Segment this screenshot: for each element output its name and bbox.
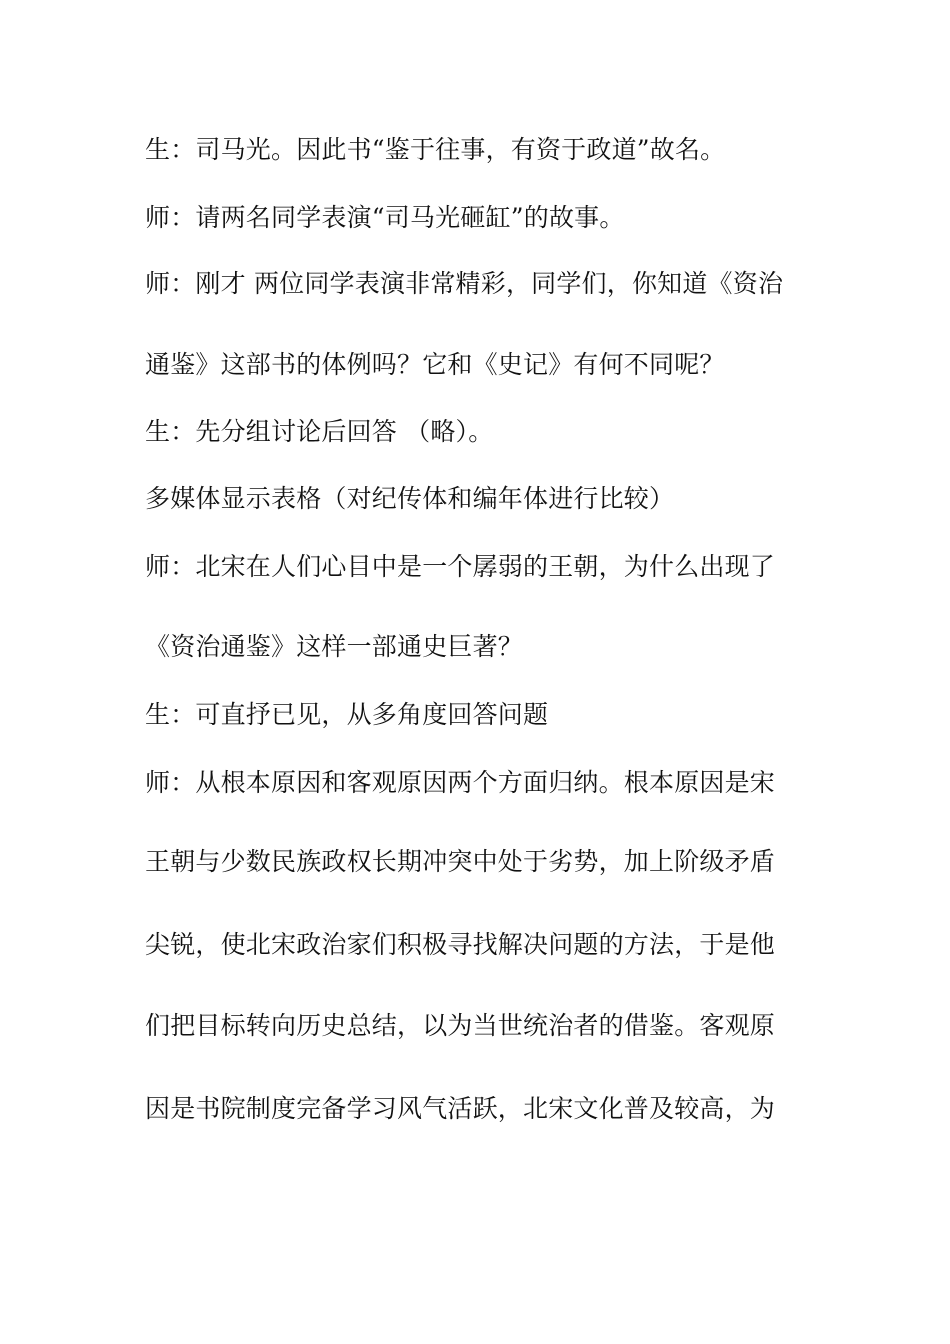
text-line: 《资治通鉴》这样一部通史巨著？ [145, 632, 524, 661]
text-line: 师：北宋在人们心目中是一个孱弱的王朝，为什么出现了 [145, 552, 776, 581]
text-line: 多媒体显示表格（对纪传体和编年体进行比较） [145, 484, 675, 513]
text-line: 尖锐，使北宋政治家们积极寻找解决问题的方法，于是他 [145, 930, 776, 959]
text-line: 师：从根本原因和客观原因两个方面归纳。根本原因是宋 [145, 768, 776, 797]
text-line: 生：先分组讨论后回答 （略）。 [145, 417, 494, 446]
text-line: 通鉴》这部书的体例吗？它和《史记》有何不同呢？ [145, 350, 725, 379]
text-line: 们把目标转向历史总结，以为当世统治者的借鉴。客观原 [145, 1011, 776, 1040]
text-line: 生：司马光。因此书“鉴于往事，有资于政道”故名。 [145, 135, 726, 164]
text-line: 师：刚才 两位同学表演非常精彩，同学们，你知道《资治 [145, 269, 784, 298]
text-line: 师：请两名同学表演“司马光砸缸”的故事。 [145, 203, 625, 232]
text-line: 生：可直抒已见，从多角度回答问题 [145, 700, 549, 729]
text-line: 因是书院制度完备学习风气活跃，北宋文化普及较高，为 [145, 1094, 776, 1123]
text-line: 王朝与少数民族政权长期冲突中处于劣势，加上阶级矛盾 [145, 847, 776, 876]
